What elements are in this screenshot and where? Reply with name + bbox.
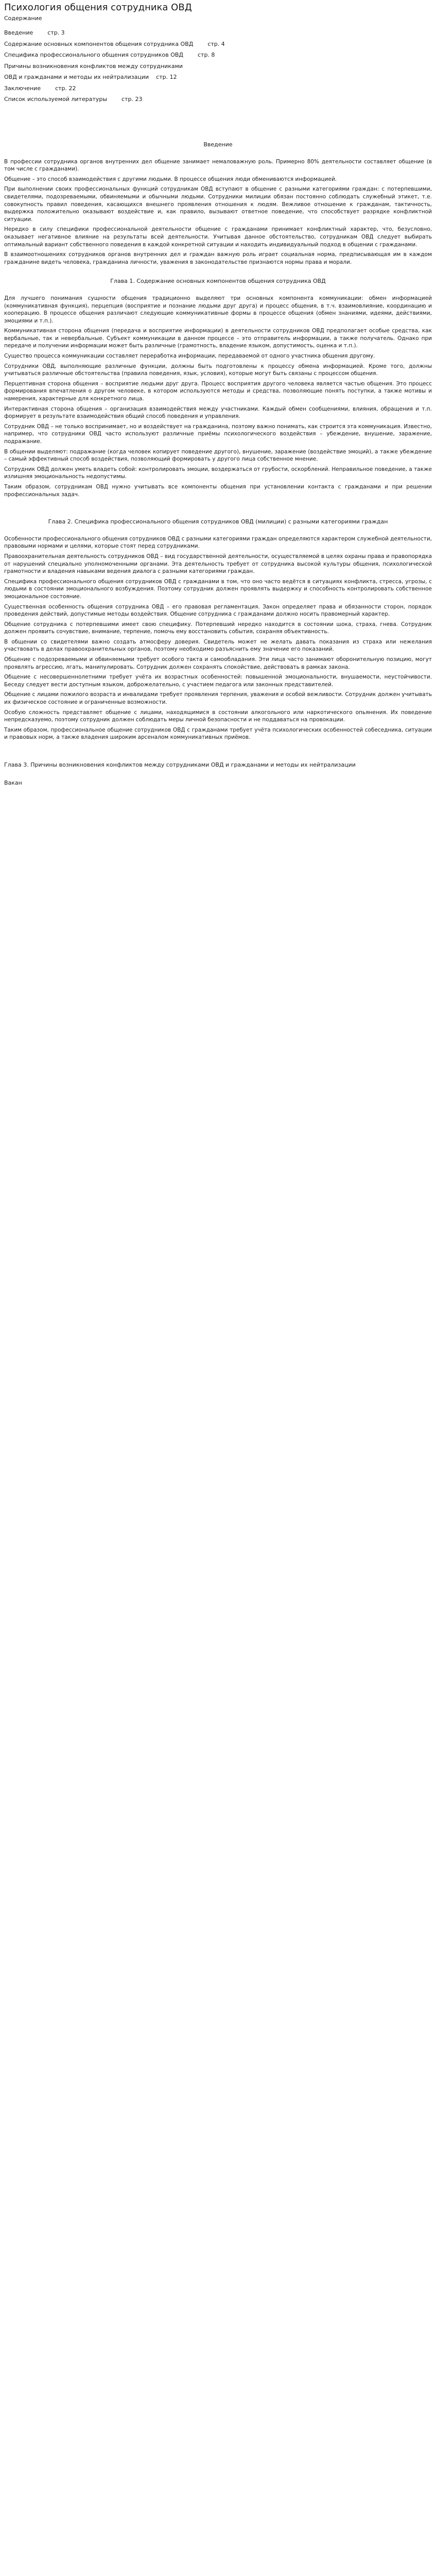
toc-item: ОВД и гражданами и методы их нейтрализации стр. 12 — [4, 74, 177, 80]
paragraph: Правоохранительная деятельность сотрудников ОВД – вид государственной деятельности, осуществляемой в целях охраны права и правопорядка от нарушений специально уполномоченными органами. Эта деятельность требует от сотрудника высокой культуры общения, психологической грамотности и владения навыками ведения диалога с разными категориями граждан. — [4, 553, 432, 575]
intro-section — [4, 158, 432, 266]
paragraph: Для лучшего понимания сущности общения традиционно выделяют три основных компонента коммуникации: обмен информацией (коммуникативная функция), перцепция (восприятие и познание людьми друг друга) и процесс общения, в т.ч. взаимовлияние, координацию и кооперацию. В процессе общения различают следующие коммуникативные формы в процессе общения (обмен знаниями, идеями, действиями, эмоциями и т.п.). — [4, 295, 432, 324]
paragraph: В общении выделяют: подражание (когда человек копирует поведение другого), внушение, заражение (воздействие эмоций), а также убеждение – самый эффективный способ воздействия, позволяющий формировать у другого лица собственное мнение. — [4, 448, 432, 463]
toc-item: Содержание основных компонентов общения сотрудника ОВД стр. 4 — [4, 40, 225, 47]
section-heading: Глава 2. Специфика профессионального общения сотрудников ОВД (милиции) с разными категориями граждан — [48, 518, 388, 526]
paragraph: Сотрудник ОВД должен уметь владеть собой: контролировать эмоции, воздержаться от грубости, оскорблений. Неправильное поведение, а также излишняя эмоциональность недопустимы. — [4, 466, 432, 480]
paragraph: Специфика профессионального общения сотрудников ОВД с гражданами в том, что оно часто ведётся в ситуациях конфликта, стресса, угрозы, с людьми в состоянии эмоционального возбуждения. Поэтому сотрудник должен проявлять выдержку и способность контролировать собственное эмоциональное состояние. — [4, 578, 432, 600]
toc-item: Список используемой литературы стр. 23 — [4, 96, 143, 103]
page-title: Психология общения сотрудника ОВД — [4, 2, 192, 13]
chapter-1-section — [4, 295, 432, 498]
paragraph: Общение с несовершеннолетними требует учёта их возрастных особенностей: повышенной эмоциональности, внушаемости, неустойчивости. Беседу следует вести доступным языком, доброжелательно, с участием педагога или законных представителей. — [4, 674, 432, 688]
paragraph: Таким образом, профессиональное общение сотрудников ОВД с гражданами требует учёта психологических особенностей собеседника, ситуации и правовых норм, а также владения широким арсеналом коммуникативных приёмов. — [4, 726, 432, 741]
paragraph: Сотрудник ОВД – не только воспринимает, но и воздействует на гражданина, поэтому важно понимать, как строится эта коммуникация. Известно, например, что сотрудники ОВД часто используют различные приёмы психологического воздействия – убеждение, внушение, заражение, подражание. — [4, 423, 432, 445]
page-subtitle: Содержание — [4, 15, 42, 22]
toc-item: Специфика профессионального общения сотрудников ОВД стр. 8 — [4, 52, 215, 58]
section-heading: Глава 1. Содержание основных компонентов общения сотрудника ОВД — [110, 278, 326, 285]
paragraph: В профессии сотрудника органов внутренних дел общение занимает немаловажную роль. Примерно 80% деятельности составляет общение (в том числе с гражданами). — [4, 158, 432, 173]
document-page — [0, 0, 436, 787]
paragraph: Существо процесса коммуникации составляет переработка информации, передаваемой от одного участника общения другому. — [4, 353, 375, 360]
section-heading: Введение — [203, 141, 233, 148]
table-of-contents — [4, 29, 432, 103]
paragraph: Коммуникативная сторона общения (передача и восприятие информации) в деятельности сотрудников ОВД предполагает особые средства, как вербальные, так и невербальные. Субъект коммуникации в данном процессе – это отправитель информации, а также получатель. Однако при передаче и получении информации может быть различные (грамотность, владение языком, допустимость, оценка и т.п.). — [4, 328, 432, 349]
toc-item: Заключение стр. 22 — [4, 84, 76, 92]
paragraph: Общение сотрудника с потерпевшими имеет свою специфику. Потерпевший нередко находится в состоянии шока, страха, гнева. Сотрудник должен проявить сочувствие, внимание, терпение, помочь ему восстановить события, сохраняя объективность. — [4, 621, 432, 635]
paragraph: Интерактивная сторона общения – организация взаимодействия между участниками. Каждый обмен сообщениями, влияния, обращения и т.п. формирует в результате взаимодействия общий способ поведения и управления. — [4, 405, 432, 420]
section-heading: Глава 3. Причины возникновения конфликтов между сотрудниками ОВД и гражданами и методы их нейтрализации — [4, 761, 356, 768]
paragraph: Существенная особенность общения сотрудника ОВД – его правовая регламентация. Закон определяет права и обязанности сторон, порядок проведения действий, допустимые методы воздействия. Общение сотрудника с гражданами должно носить правомерный характер. — [4, 603, 432, 618]
paragraph: Особенности профессионального общения сотрудников ОВД с разными категориями граждан определяются характером служебной деятельности, правовыми нормами и целями, которые стоят перед сотрудниками. — [4, 535, 432, 550]
paragraph: При выполнении своих профессиональных функций сотрудникам ОВД вступают в общение с разными категориями граждан: с потерпевшими, свидетелями, подозреваемыми, обвиняемыми и обычными людьми. Сотрудники милиции обязан постоянно соблюдать служебный этикет, т.е. совокупность правил поведения, касающихся внешнего проявления отношения к людям. Вежливое отношение к гражданам, тактичность, выдержка положительно оказывают воздействие и, как правило, вызывают ответное поведение, что способствует разрядке конфликтной ситуации. — [4, 186, 432, 223]
toc-item: Введение стр. 3 — [4, 29, 65, 36]
toc-item: Причины возникновения конфликтов между сотрудниками — [4, 62, 183, 70]
paragraph: Сотрудники ОВД, выполняющие различные функции, должны быть подготовлены к процессу обмена информацией. Кроме того, должны учитываться различные обстоятельства (правила поведения, язык, условия), которые могут быть связаны с процессом общения. — [4, 363, 432, 377]
chapter-2-section — [4, 535, 432, 741]
paragraph: Нередко в силу специфики профессиональной деятельности общение с гражданами принимает конфликтный характер, что, безусловно, оказывает негативное влияние на результаты всей деятельности. Учитывая данное обстоятельство, сотрудникам ОВД следует выбирать оптимальный вариант собственного поведения в каждой конкретной ситуации и находить индивидуальный подход в общении с гражданами. — [4, 226, 432, 248]
paragraph: В общении со свидетелями важно создать атмосферу доверия. Свидетель может не желать давать показания из страха или нежелания участвовать в делах правоохранительных органов, поэтому необходимо разъяснить ему значение его показаний. — [4, 638, 432, 653]
paragraph: В взаимоотношениях сотрудников органов внутренних дел и граждан важную роль играет социальная норма, предписывающая им в каждом гражданине видеть человека, гражданина личности, уважения в законодательстве признаются нормы права и морали. — [4, 251, 432, 265]
paragraph: Особую сложность представляет общение с лицами, находящимися в состоянии алкогольного или наркотического опьянения. Их поведение непредсказуемо, поэтому сотрудник должен соблюдать меры личной безопасности и не поддаваться на провокации. — [4, 709, 432, 723]
paragraph: Таким образом, сотрудникам ОВД нужно учитывать все компоненты общения при установлении контакта с гражданами и при решении профессиональных задач. — [4, 483, 432, 498]
paragraph: Общение с лицами пожилого возраста и инвалидами требует проявления терпения, уважения и особой вежливости. Сотрудник должен учитывать их физическое состояние и ограниченные возможности. — [4, 691, 432, 706]
footer-text: Вакан — [4, 779, 22, 786]
paragraph: Общение – это способ взаимодействия с другими людьми. В процессе общения люди обмениваются информацией. — [4, 176, 337, 182]
paragraph: Общение с подозреваемыми и обвиняемыми требует особого такта и самообладания. Эти лица часто занимают оборонительную позицию, могут проявлять агрессию, лгать, манипулировать. Сотрудник должен сохранять спокойствие, действовать в рамках закона. — [4, 656, 432, 670]
paragraph: Перцептивная сторона общения – восприятие людьми друг друга. Процесс восприятия другого человека является частью общения. Это процесс формирования впечатления о другом человеке, в котором используются методы и средства, позволяющие понять поступки, а также мотивы и намерения, характерные для конкретного лица. — [4, 380, 432, 402]
